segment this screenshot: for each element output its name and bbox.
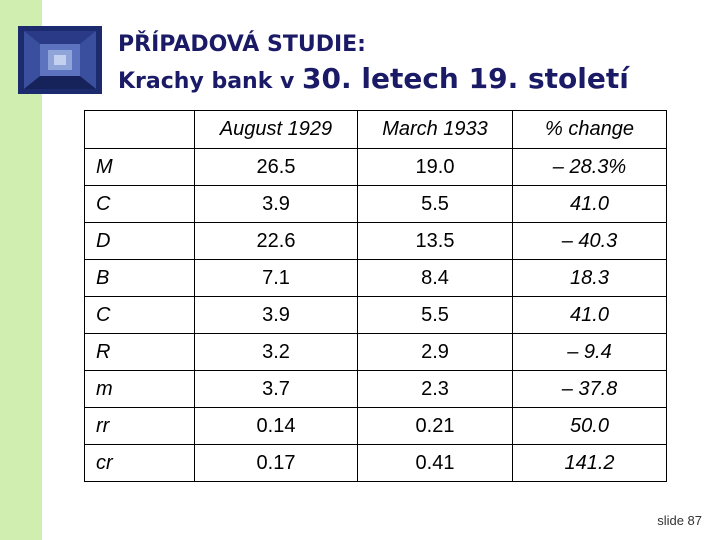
header-march-1933: March 1933 [358, 111, 513, 149]
row-march-value: 2.3 [358, 371, 513, 408]
table-row [85, 260, 667, 297]
row-variable: B [85, 260, 195, 297]
row-percent-change: 50.0 [513, 408, 667, 445]
row-variable: C [85, 297, 195, 334]
row-variable: D [85, 223, 195, 260]
slide-title-line1: PŘÍPADOVÁ STUDIE: [118, 32, 366, 57]
row-march-value: 19.0 [358, 149, 513, 186]
row-percent-change: 18.3 [513, 260, 667, 297]
window-logo-icon [18, 26, 102, 94]
row-august-value: 3.7 [195, 371, 358, 408]
row-march-value: 8.4 [358, 260, 513, 297]
title-line2-prefix: Krachy bank v [118, 69, 295, 94]
row-august-value: 3.9 [195, 186, 358, 223]
row-march-value: 5.5 [358, 186, 513, 223]
slide-number: slide 87 [657, 513, 702, 528]
row-percent-change: 41.0 [513, 297, 667, 334]
row-variable: rr [85, 408, 195, 445]
table-header-row [85, 111, 667, 149]
row-variable: R [85, 334, 195, 371]
row-august-value: 26.5 [195, 149, 358, 186]
header-empty [85, 111, 195, 149]
row-march-value: 0.41 [358, 445, 513, 482]
table-row [85, 371, 667, 408]
row-percent-change: 141.2 [513, 445, 667, 482]
row-variable: cr [85, 445, 195, 482]
header-august-1929: August 1929 [195, 111, 358, 149]
row-variable: C [85, 186, 195, 223]
row-variable: M [85, 149, 195, 186]
table-row [85, 445, 667, 482]
table-row [85, 297, 667, 334]
row-percent-change: – 40.3 [513, 223, 667, 260]
row-august-value: 22.6 [195, 223, 358, 260]
table-row [85, 408, 667, 445]
table-row [85, 223, 667, 260]
title-line2-big: 30. letech 19. století [302, 62, 629, 95]
table-row [85, 334, 667, 371]
row-august-value: 7.1 [195, 260, 358, 297]
header-percent-change: % change [513, 111, 667, 149]
row-august-value: 0.14 [195, 408, 358, 445]
row-march-value: 13.5 [358, 223, 513, 260]
row-percent-change: 41.0 [513, 186, 667, 223]
row-august-value: 0.17 [195, 445, 358, 482]
bank-data-table [84, 110, 666, 482]
table-row [85, 186, 667, 223]
row-percent-change: – 37.8 [513, 371, 667, 408]
slide-title-line2 [118, 62, 629, 95]
row-march-value: 2.9 [358, 334, 513, 371]
row-august-value: 3.2 [195, 334, 358, 371]
row-march-value: 5.5 [358, 297, 513, 334]
row-august-value: 3.9 [195, 297, 358, 334]
row-percent-change: – 9.4 [513, 334, 667, 371]
row-march-value: 0.21 [358, 408, 513, 445]
row-variable: m [85, 371, 195, 408]
row-percent-change: – 28.3% [513, 149, 667, 186]
table-row [85, 149, 667, 186]
